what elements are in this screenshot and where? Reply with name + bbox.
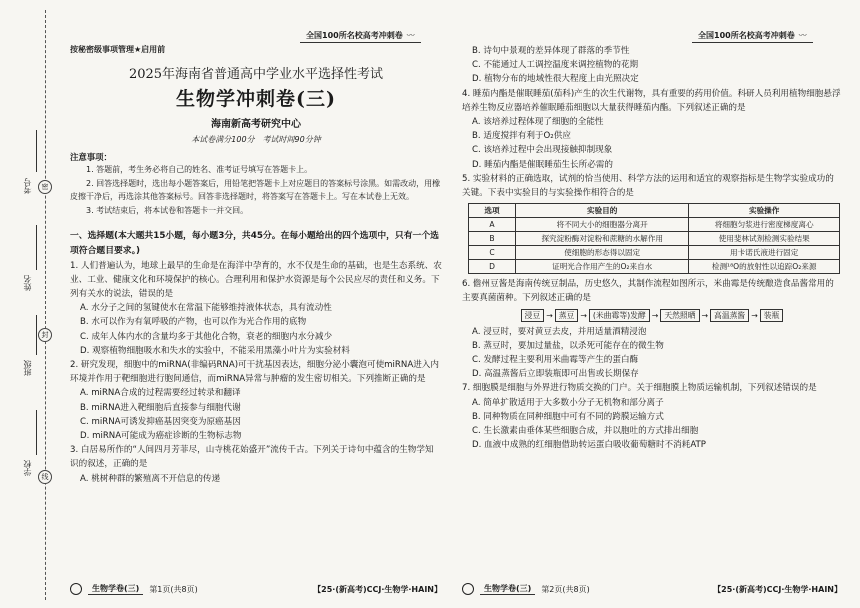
field-class: 班级 [23,360,32,376]
flow-step: (米曲霉等)发酵 [589,309,650,322]
question-7-stem: 7. 细胞膜是细胞与外界进行物质交换的门户。关于细胞膜上物质运输机制，下列叙述错误的是 [462,383,817,394]
table-row [469,260,840,274]
question-4-option: D. 睡茄内酯是催眠睡茄生长所必需的 [472,159,613,170]
arrow-right-icon: → [580,310,587,320]
table-row [469,246,840,260]
table-cell: 使细胞的形态得以固定 [516,246,689,260]
flow-step: 装瓶 [760,309,784,322]
question-1-option: D. 观察植物细胞吸水和失水的实验中，不能采用黑藻小叶片为实验材料 [80,345,350,356]
footer-page: 第2页(共8页) [541,584,590,594]
page-left [70,42,442,486]
tag-wave-icon: 〰 [406,30,415,40]
note-item: 2. 回答选择题时，选出每小题答案后，用铅笔把答题卡上对应题目的答案标号涂黑。如需改动，用橡皮擦干净后，再选涂其他答案标号。回答非选择题时，将答案写在答题卡上。写在本试卷上无效。 [70,178,441,202]
table-cell: 证明光合作用产生的O₂来自水 [516,260,689,274]
seal-mark-feng: 封 [38,328,52,342]
header-tag-right [692,28,813,43]
question-7-option: A. 简单扩散适用于大多数小分子无机物和部分离子 [472,397,664,408]
exam-number-line [36,130,37,172]
footer-code: 【25·(新高考)CCJ·生物学·HAIN】 [313,584,442,594]
question-7-option: B. 同种物质在同种细胞中可有不同的跨膜运输方式 [472,411,664,422]
table-cell: 将细胞匀浆进行密度梯度离心 [689,218,840,232]
ring-icon [462,583,474,595]
question-2-option: B. miRNA进入靶细胞后直接参与细胞代谢 [80,402,241,413]
question-1-stem: 1. 人们普遍认为，地球上最早的生命是在海洋中孕育的，水不仅是生命的基础，也是生态系统、农业、工业、健康文化和环境保护的核心。合理利用和保护水资源是每个公民应尽的责任和义务。下列有关水的说法，错误的是 [70,260,442,299]
question-4-stem: 4. 睡茄内酯是催眠睡茄(茄科)产生的次生代谢物，具有重要的药用价值。科研人员利用植物细胞悬浮培养生物反应器培养催眠睡茄细胞以大量获得睡茄内酯。下列叙述正确的是 [462,88,841,113]
seal-mark-xian: 线 [38,470,52,484]
footer-left [70,582,442,596]
arrow-right-icon: → [651,310,659,320]
table-header: 实验目的 [516,204,689,218]
paper-title: 生物学冲刺卷(三) [176,88,336,110]
notes-heading: 注意事项： [70,152,112,162]
question-4-option: C. 该培养过程中会出现接触抑制现象 [472,145,613,156]
school-line [36,410,37,455]
table-row [469,218,840,232]
question-6-option: D. 高温蒸酱后立即装瓶即可出售或长期保存 [472,369,639,380]
note-item: 1. 答题前，考生务必将自己的姓名、准考证号填写在答题卡上。 [86,165,313,174]
table-cell: 使用斐林试剂检测实验结果 [689,232,840,246]
question-4-option: B. 适度搅拌有利于O₂供应 [472,131,571,142]
table-header: 实验操作 [689,204,840,218]
table-header: 选项 [469,204,516,218]
question-4-option: A. 该培养过程体现了细胞的全能性 [472,117,604,128]
note-item: 3. 考试结束后，将本试卷和答题卡一并交回。 [86,205,249,215]
class-line [36,315,37,355]
question-2-option: A. miRNA合成的过程需要经过转录和翻译 [80,388,241,399]
question-3-option: D. 植物分布的地域性很大程度上由光照决定 [472,74,639,85]
exam-title: 2025年海南省普通高中学业水平选择性考试 [128,67,384,82]
question-6-option: B. 蒸豆时，要加过量盐，以杀死可能存在的微生物 [472,340,664,351]
question-6-option: C. 发酵过程主要利用米曲霉等产生的蛋白酶 [472,355,639,366]
question-3-stem: 3. 白居易所作的“人间四月芳菲尽，山寺桃花始盛开”流传千古。下列关于诗句中蕴含的生物学知识的叙述，正确的是 [70,445,434,470]
table-cell: C [469,246,516,260]
question-5-stem: 5. 实验材料的正确选取，试剂的恰当使用、科学方法的运用和适宜的观察指标是生物学实验成功的关键。下表中实验目的与实验操作相符合的是 [462,173,834,199]
binding-margin [0,0,66,608]
arrow-right-icon: → [751,310,758,320]
arrow-right-icon: → [546,310,553,320]
flow-step: 天然照晒 [660,309,699,322]
question-7-option: C. 生长激素由垂体某些细胞合成，并以胞吐的方式排出细胞 [472,426,699,437]
arrow-right-icon: → [701,310,709,320]
table-cell: 将不同大小的细胞器分离开 [516,218,689,232]
field-school: 学校 [23,460,32,476]
secret-level: 按秘密级事项管理★启用前 [70,45,166,54]
flow-step: 高温蒸酱 [710,309,749,322]
table-cell: B [469,232,516,246]
field-exam-number: 考号 [23,178,32,194]
ring-icon [70,583,82,595]
footer-paper-name: 生物学卷(三) [480,583,535,595]
footer-page: 第1页(共8页) [149,584,198,594]
seal-dashed-line [45,10,46,600]
footer-code: 【25·(新高考)CCJ·生物学·HAIN】 [713,584,842,594]
header-tag-left [300,28,421,43]
field-name: 姓名 [23,275,32,291]
question-1-option: B. 水可以作为有氧呼吸的产物，也可以作为光合作用的底物 [80,317,307,328]
header-tag-text: 全国100所名校高考冲刺卷 [306,30,403,40]
table-cell: 用卡诺氏液进行固定 [689,246,840,260]
table-cell: A [469,218,516,232]
flow-step: 浸豆 [521,309,545,322]
footer-right [462,582,842,596]
flow-step: 蒸豆 [555,309,579,322]
question-3-option: A. 桃树种群的繁殖离不开信息的传递 [80,473,221,484]
question-2-stem: 2. 研究发现，细胞中的miRNA(非编码RNA)可干扰基因表达，细胞分泌小囊泡可使miRNA进入内环境并作用于靶细胞进行胞间通信，而miRNA异常与肿瘤的发生密切相关。下列推断正确的是 [70,359,439,385]
question-3-option: B. 诗句中景观的差异体现了群落的季节性 [472,46,630,56]
question-7-option: D. 血液中成熟的红细胞借助转运蛋白吸收葡萄糖时不消耗ATP [472,440,706,451]
table-cell: D [469,260,516,274]
footer-paper-name: 生物学卷(三) [88,583,143,595]
section-heading: 一、选择题(本大题共15小题，每小题3分，共45分。在每小题给出的四个选项中，只有一个选项符合题目要求。) [70,231,439,256]
organization: 海南新高考研究中心 [211,119,301,130]
header-tag-text: 全国100所名校高考冲刺卷 [698,30,795,40]
experiment-table [468,203,840,274]
question-6-option: A. 浸豆时，要对黄豆去皮，并用适量酒精浸泡 [472,326,647,337]
question-1-option: C. 成年人体内水的含量均多于其他化合物，衰老的细胞内水分减少 [80,331,333,342]
question-6-stem: 6. 儋州豆酱是海南传统豆制品，历史悠久，其制作流程如图所示，米曲霉是传统酿造食品酱常用的主要真菌菌种。下列叙述正确的是 [462,279,834,304]
seal-mark-mi: 密 [38,180,52,194]
exam-info: 本试卷满分100分 考试时间90分钟 [191,135,321,144]
page-right [462,44,842,452]
question-1-option: A. 水分子之间的氢键使水在常温下能够维持液体状态，具有流动性 [80,303,332,314]
table-cell: 检测¹⁸O的放射性以追踪O₂来源 [689,260,840,274]
table-row [469,232,840,246]
question-2-option: C. miRNA可诱发抑癌基因突变为原癌基因 [80,416,241,427]
table-header-row [469,204,840,218]
name-line [36,225,37,270]
table-cell: 探究淀粉酶对淀粉和蔗糖的水解作用 [516,232,689,246]
tag-wave-icon: 〰 [798,30,807,40]
process-flowchart [462,309,842,322]
question-3-option: C. 不能通过人工调控温度来调控植物的花期 [472,60,639,71]
question-2-option: D. miRNA可能成为癌症诊断的生物标志物 [80,431,242,441]
